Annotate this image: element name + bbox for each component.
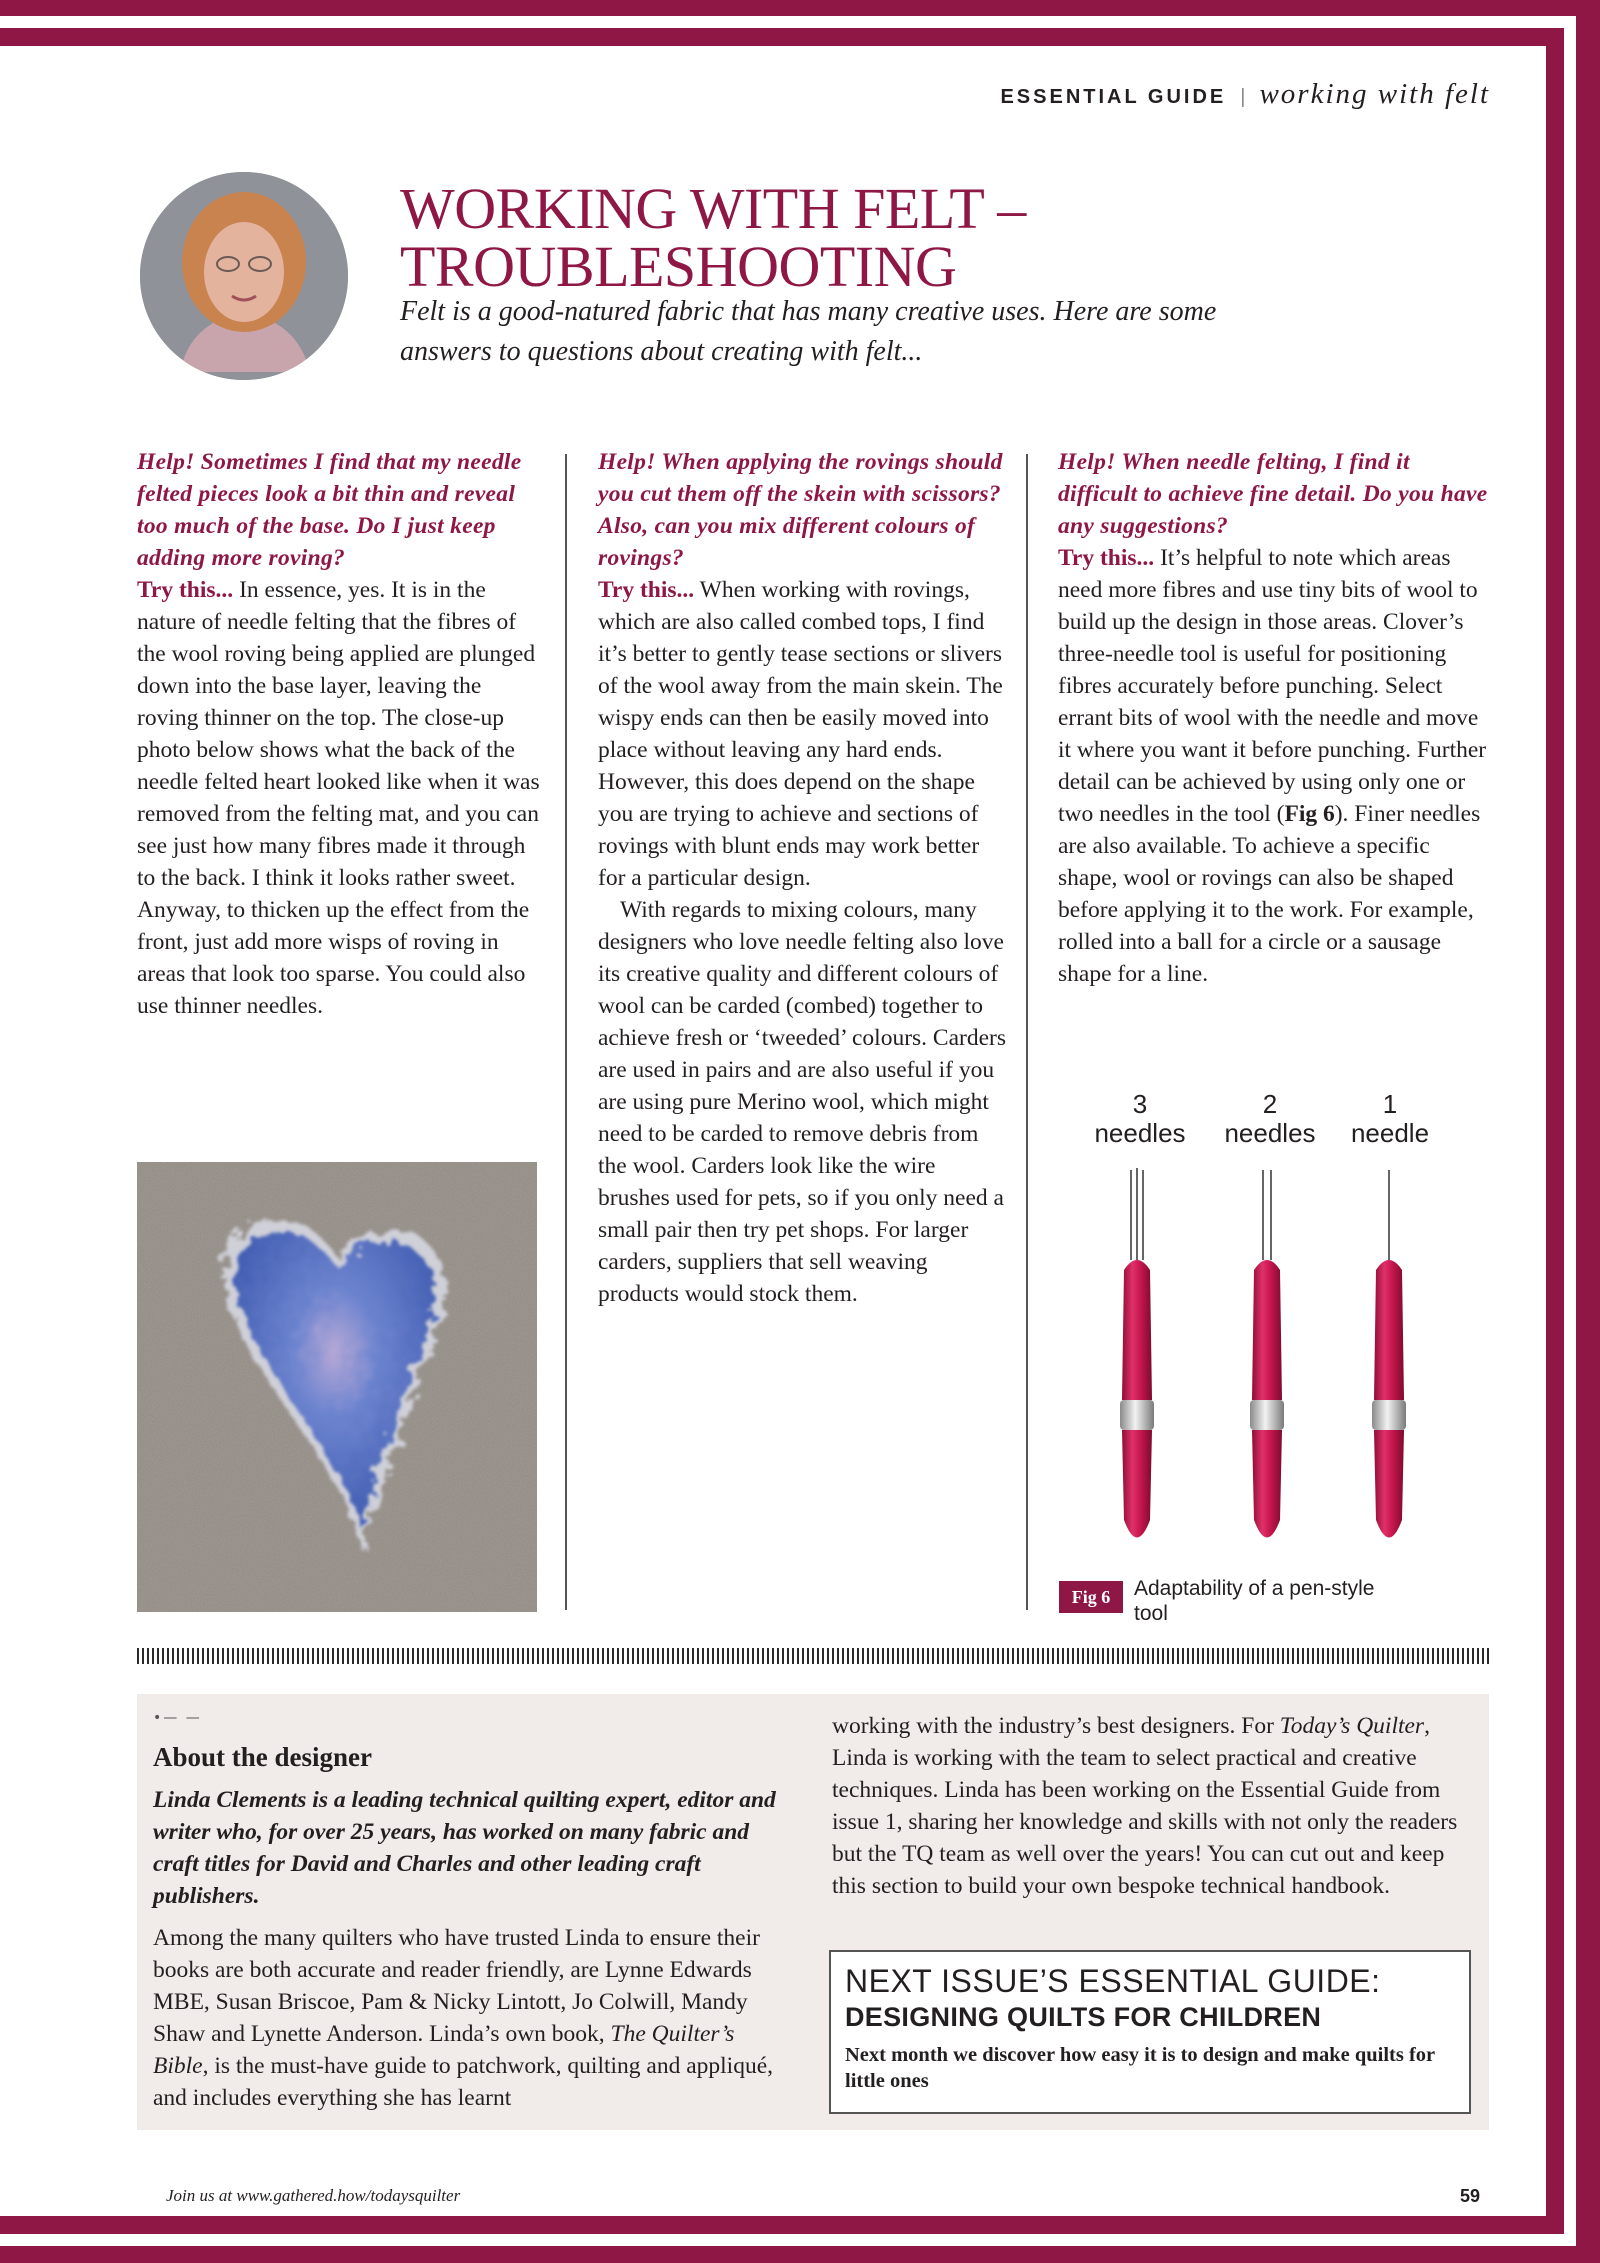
- author-photo: [140, 172, 348, 380]
- label-number: 1: [1382, 1089, 1398, 1119]
- next-issue-text: Next month we discover how easy it is to design and make quilts for little ones: [845, 2044, 1435, 2092]
- question-1: Help! Sometimes I find that my needle felted pieces look a bit thin and reveal too much of the base. Do I just keep adding more roving?: [137, 449, 522, 571]
- about-body-1: [153, 1922, 793, 2114]
- next-issue-subtitle: DESIGNING QUILTS FOR CHILDREN: [845, 2002, 1322, 2032]
- answer-3-text-a: It’s helpful to note which areas need more fibres and use tiny bits of wool to build up the design in those areas. Clover’s three-needle tool is useful for positioning fibres accurately before punching. Select errant bits of wool with the needle and move it where you want it before punching. Further detail can be achieved by using only one or two needles in the tool (: [1058, 545, 1487, 827]
- label-2-needles: [1210, 1090, 1330, 1148]
- try-this-label: Try this...: [598, 577, 695, 603]
- felted-heart-photo: [137, 1162, 537, 1612]
- about-body-1-b: , is the must-have guide to patchwork, quilting and appliqué, and includes everything she has learnt: [153, 2053, 774, 2111]
- footer-website: Join us at www.gathered.how/todaysquilter: [166, 2186, 461, 2205]
- figure-caption: Adaptability of a pen-style tool: [1134, 1577, 1375, 1625]
- fig-reference: Fig 6: [1284, 801, 1335, 827]
- question-2: Help! When applying the rovings should you cut them off the skein with scissors? Also, can you mix different colours of rovings?: [598, 449, 1003, 571]
- title-line-1: WORKING WITH FELT –: [400, 176, 1026, 241]
- about-body-2-a: working with the industry’s best designers. For: [832, 1713, 1280, 1739]
- column-divider-2: [1026, 454, 1028, 1610]
- answer-1: [137, 574, 547, 1022]
- column-1: [137, 446, 547, 1022]
- magazine-title: Today’s Quilter: [1279, 1713, 1425, 1739]
- next-issue-title: NEXT ISSUE’S ESSENTIAL GUIDE:: [845, 1963, 1381, 1999]
- column-2: [598, 446, 1008, 1310]
- about-lead: Linda Clements is a leading technical quilting expert, editor and writer who, for over 25 years, has worked on many fabric and craft titles for David and Charles and other leading craft publishers.: [153, 1787, 776, 1909]
- decorative-dots: •— —: [153, 1710, 202, 1726]
- question-3: Help! When needle felting, I find it difficult to achieve fine detail. Do you have any suggestions?: [1058, 449, 1488, 539]
- answer-2: [598, 574, 1008, 894]
- pen-two-needles: [1250, 1170, 1284, 1538]
- label-word: needles: [1094, 1118, 1186, 1148]
- section-topic: working with felt: [1259, 78, 1490, 110]
- label-number: 2: [1262, 1089, 1278, 1119]
- label-number: 3: [1132, 1089, 1148, 1119]
- about-body-2: [832, 1710, 1472, 1902]
- about-body-2-b: , Linda is working with the team to select practical and creative techniques. Linda has been working on the Essential Guide from issue 1, sharing her knowledge and skills with not only the readers but the TQ team as well over the years! You can cut out and keep this section to build your own bespoke technical handbook.: [832, 1713, 1458, 1899]
- answer-2-text: When working with rovings, which are also called combed tops, I find it’s better to gently tease sections or slivers of the wool away from the main skein. The wispy ends can then be easily moved into place without leaving any hard ends. However, this does depend on the shape you are trying to achieve and sections of rovings with blunt ends may work better for a particular design.: [598, 577, 1003, 891]
- book-title: The Quilter’s Bible: [153, 2021, 735, 2079]
- next-issue-box: [829, 1950, 1471, 2114]
- about-heading: About the designer: [153, 1742, 373, 1772]
- label-word: needle: [1350, 1118, 1430, 1148]
- figure-badge: Fig 6: [1059, 1581, 1123, 1613]
- pen-one-needle: [1372, 1170, 1406, 1538]
- column-3: [1058, 446, 1488, 990]
- section-label: ESSENTIAL GUIDE: [1000, 86, 1227, 108]
- answer-3: [1058, 542, 1488, 990]
- needle-illustration: [1080, 1160, 1480, 1560]
- answer-2-para-2: With regards to mixing colours, many designers who love needle felting also love its creative quality and different colours of wool can be carded (combed) together to achieve fresh or ‘tweeded’ colours. Carders are used in pairs and are also useful if you are using pure Merino wool, which might need to be carded to remove debris from the wool. Carders look like the wire brushes used for pets, so if you only need a small pair then try pet shops. For larger carders, suppliers that sell weaving products would stock them.: [598, 897, 1007, 1307]
- article-title: [400, 176, 1026, 299]
- page-number: 59: [1460, 2186, 1481, 2206]
- section-divider: [137, 1648, 1489, 1664]
- column-divider-1: [565, 454, 567, 1610]
- label-3-needles: [1080, 1090, 1200, 1148]
- standfirst: Felt is a good-natured fabric that has many creative uses. Here are some answers to questions about creating with felt...: [400, 296, 1217, 367]
- try-this-label: Try this...: [1058, 545, 1155, 571]
- answer-1-text: In essence, yes. It is in the nature of needle felting that the fibres of the wool roving being applied are plunged down into the base layer, leaving the roving thinner on the top. The close-up photo below shows what the back of the needle felted heart looked like when it was removed from the felting mat, and you can see just how many fibres made it through to the back. I think it looks rather sweet. Anyway, to thicken up the effect from the front, just add more wisps of roving in areas that look too sparse. You could also use thinner needles.: [137, 577, 540, 1019]
- about-body-1-a: Among the many quilters who have trusted Linda to ensure their books are both accurate and reader friendly, are Lynne Edwards MBE, Susan Briscoe, Pam & Nicky Lintott, Jo Colwill, Mandy Shaw and Lynette Anderson. Linda’s own book,: [153, 1925, 760, 2047]
- header-separator: |: [1240, 86, 1246, 108]
- title-line-2: TROUBLESHOOTING: [400, 234, 957, 299]
- running-header: [1000, 78, 1490, 111]
- answer-3-text-b: ). Finer needles are also available. To achieve a specific shape, wool or rovings can also be shaped before applying it to the work. For example, rolled into a ball for a circle or a sausage shape for a line.: [1058, 801, 1481, 987]
- try-this-label: Try this...: [137, 577, 234, 603]
- needle-tool-figure: [1080, 1090, 1480, 1560]
- label-word: needles: [1224, 1118, 1316, 1148]
- pen-three-needles: [1120, 1168, 1154, 1538]
- label-1-needle: [1330, 1090, 1450, 1148]
